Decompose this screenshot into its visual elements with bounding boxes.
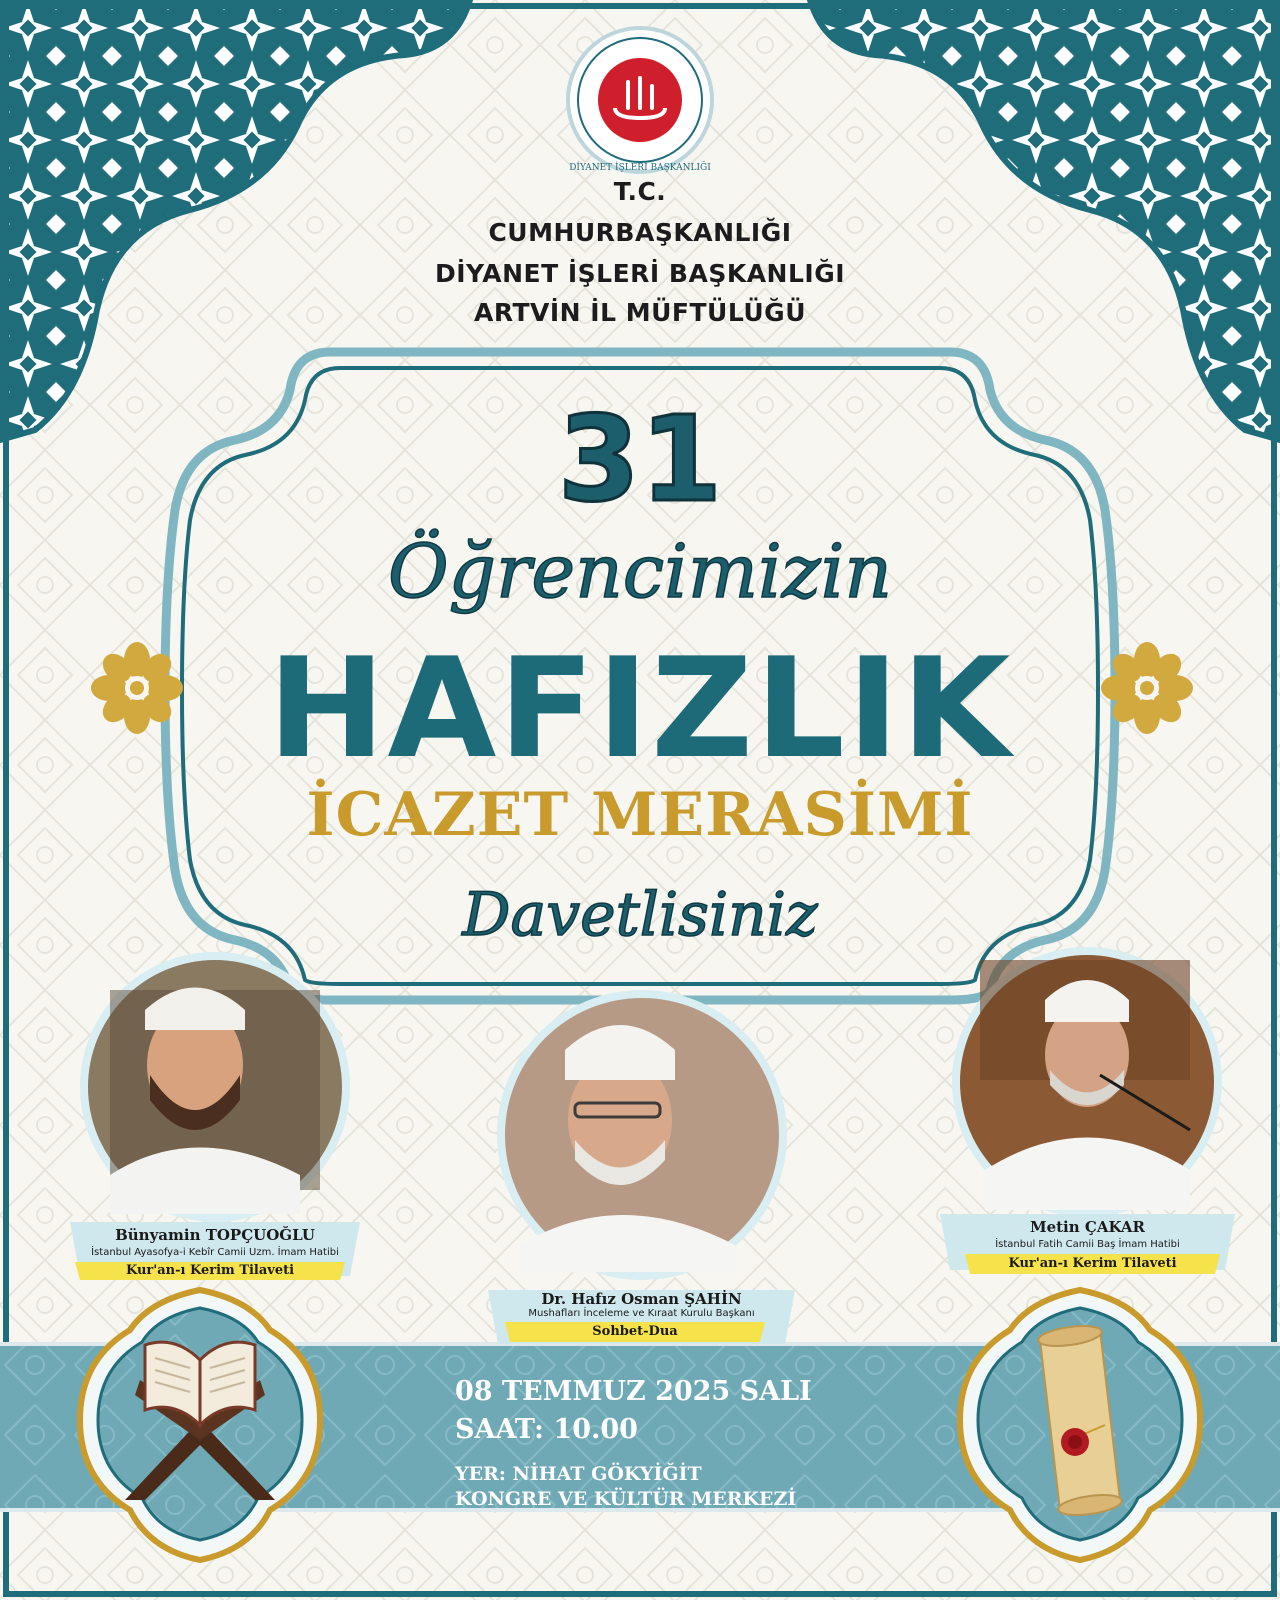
title-script-students: Öğrencimizin (387, 529, 893, 615)
header-line-diyanet: DİYANET İŞLERİ BAŞKANLIĞI (434, 259, 846, 288)
header-line-tc: T.C. (613, 177, 667, 206)
speaker-2-duty: Sohbet-Dua (592, 1324, 678, 1339)
event-venue-line2: KONGRE VE KÜLTÜR MERKEZİ (455, 1488, 797, 1510)
diyanet-seal-icon (568, 28, 712, 172)
header-line-presidency: CUMHURBAŞKANLIĞI (488, 218, 792, 247)
speaker-portrait-2 (497, 990, 787, 1280)
speaker-2-name: Dr. Hafız Osman ŞAHİN (541, 1290, 742, 1308)
invitation-text: Davetlisiniz (462, 880, 818, 950)
event-date: 08 TEMMUZ 2025 SALI (455, 1376, 812, 1407)
speaker-portrait-3 (952, 947, 1222, 1217)
speaker-1-name: Bünyamin TOPÇUOĞLU (115, 1226, 315, 1244)
seal-ring-text: DİYANET İŞLERİ BAŞKANLIĞI (569, 163, 711, 173)
title-main: HAFIZLIK (267, 628, 1013, 789)
event-venue-line1: YER: NİHAT GÖKYİĞİT (455, 1463, 702, 1485)
speaker-3-role: İstanbul Fatih Camii Baş İmam Hatibi (995, 1239, 1180, 1250)
event-time: SAAT: 10.00 (455, 1414, 638, 1445)
title-sub: İCAZET MERASİMİ (306, 780, 974, 850)
speaker-3-name: Metin ÇAKAR (1029, 1218, 1145, 1236)
speaker-3-duty: Kur'an-ı Kerim Tilaveti (1008, 1256, 1177, 1271)
speaker-1-role: İstanbul Ayasofya-i Kebîr Camii Uzm. İmam Hatibi (91, 1247, 339, 1258)
student-count: 31 (557, 390, 723, 528)
speaker-2-role: Mushafları İnceleme ve Kıraat Kurulu Başkanı (528, 1308, 755, 1319)
speaker-1-duty: Kur'an-ı Kerim Tilaveti (125, 1263, 295, 1278)
speaker-portrait-1 (80, 952, 350, 1222)
header-line-mufti: ARTVİN İL MÜFTÜLÜĞÜ (473, 298, 806, 327)
